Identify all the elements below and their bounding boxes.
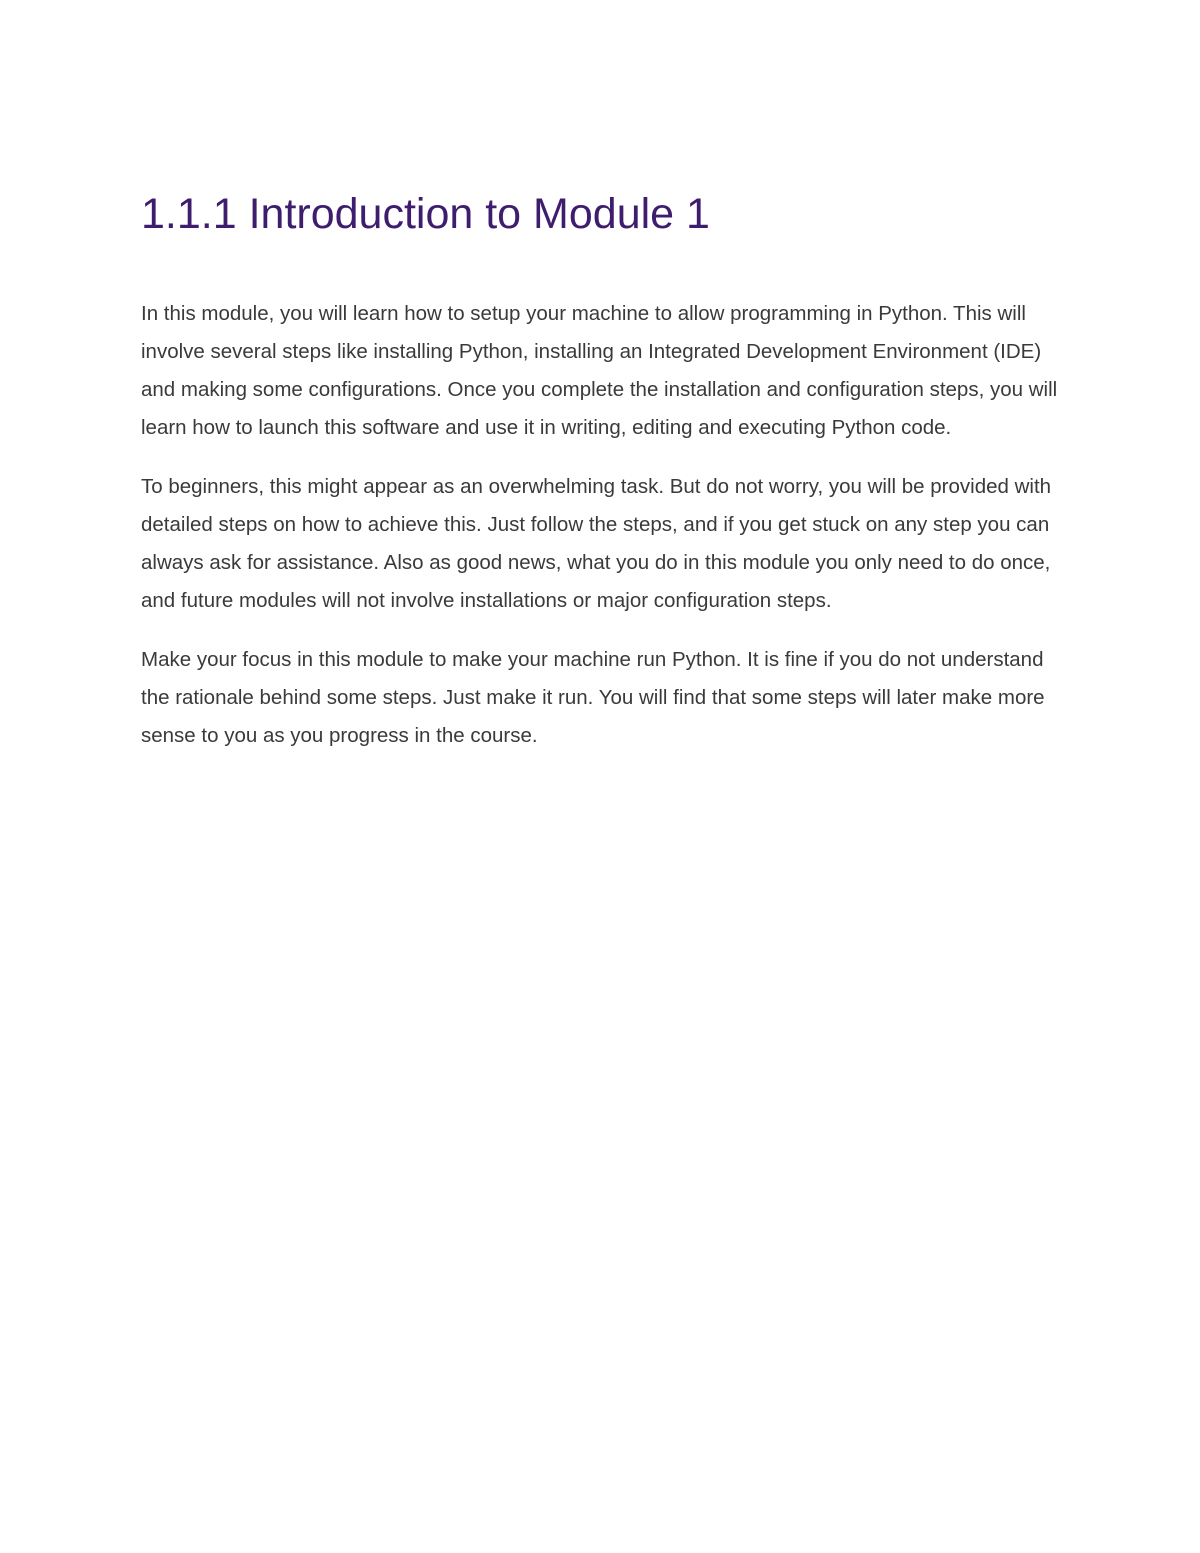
document-content [141, 186, 1066, 755]
paragraph-intro: In this module, you will learn how to setup your machine to allow programming in Python. This will involve several steps like installing Python, installing an Integrated Development Environment (IDE) and making some configurations. Once you complete the installation and configuration steps, you will learn how to launch this software and use it in writing, editing and executing Python code. [141, 302, 1058, 439]
paragraph-beginners: To beginners, this might appear as an overwhelming task. But do not worry, you will be provided with detailed steps on how to achieve this. Just follow the steps, and if you get stuck on any step you can always ask for assistance. Also as good news, what you do in this module you only need to do once, and future modules will not involve installations or major configuration steps. [141, 475, 1052, 612]
page-title: 1.1.1 Introduction to Module 1 [141, 190, 710, 238]
document-body [141, 295, 1066, 755]
paragraph-focus: Make your focus in this module to make your machine run Python. It is fine if you do not understand the rationale behind some steps. Just make it run. You will find that some steps will later make more sense to you as you progress in the course. [141, 648, 1045, 747]
